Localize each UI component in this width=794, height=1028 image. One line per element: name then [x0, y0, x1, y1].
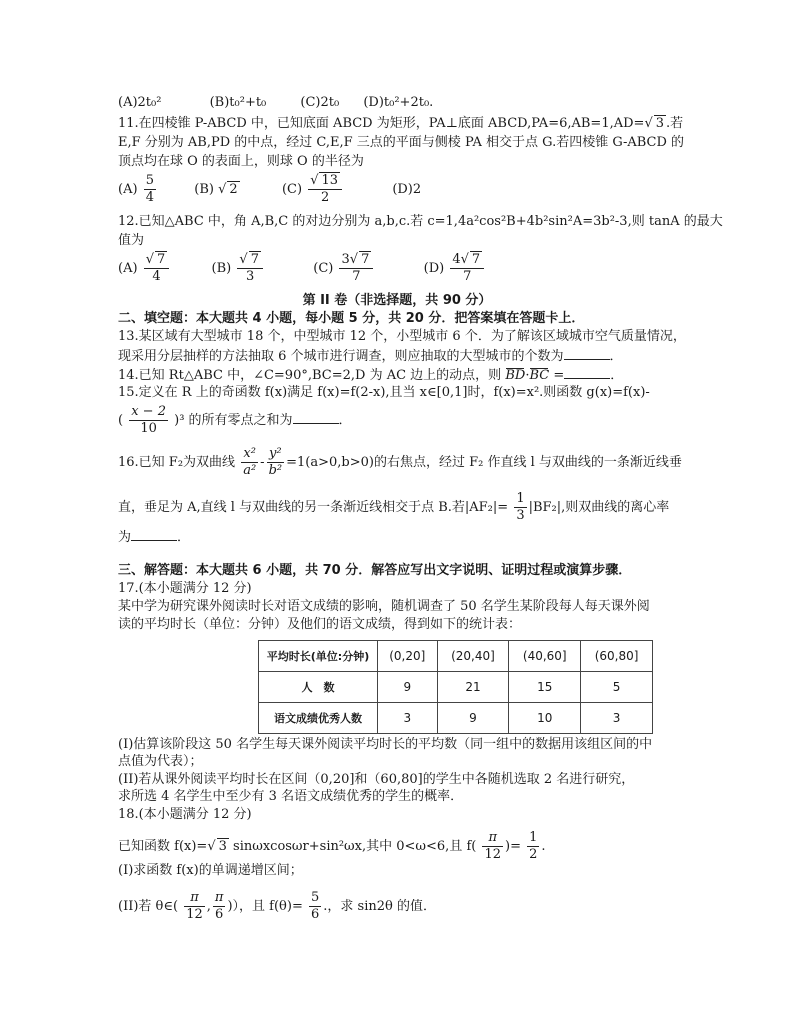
- q11-line-3: 顶点均在球 O 的表面上，则球 O 的半径为: [118, 154, 364, 169]
- q17-title: 17.(本小题满分 12 分): [118, 581, 252, 596]
- table-cell: 10: [509, 703, 581, 734]
- section3-header: 三、解答题：本大题共 6 小题，共 70 分．解答应写出文字说明、证明过程或演算步骤．: [118, 563, 632, 578]
- q17-line-1: 某中学为研究课外阅读时长对语文成绩的影响，随机调查了 50 名学生某阶段每人每天课外阅: [118, 599, 650, 614]
- q11-text-end: .若: [666, 116, 684, 131]
- q17-part1-line-1: (I)估算该阶段这 50 名学生每天课外阅读平均时长的平均数（同一组中的数据用该组区间的中: [118, 737, 653, 752]
- table-cell: 21: [437, 672, 509, 703]
- q12-option-a: (A) $\frac{√ 7}{4}$: [118, 261, 175, 276]
- q12-option-c: (C) $\frac{3√ 7}{7}$: [313, 261, 379, 276]
- row-header-count: 人 数: [259, 672, 378, 703]
- section2-header: 二、填空题：本大题共 4 小题，每小题 5 分，共 20 分．把答案填在答题卡上．: [118, 311, 585, 326]
- q16-answer-blank[interactable]: [131, 527, 177, 541]
- q14-line: 14.已知 Rt△ABC 中，∠C=90°,BC=2,D 为 AC 边上的动点，则 BD·BC = ．: [118, 365, 623, 385]
- q16-line-1: 16.已知 F₂为双曲线 $\frac{\text{x²}}{\text{a²}}$ - $\frac{\text{y²}}{\text{b²}}$ =1(a>0,b>0)的右焦点，经过 F₂ 作直线 l 与双曲线的一条渐近线垂: [118, 446, 682, 478]
- q14-answer-blank[interactable]: [564, 365, 610, 379]
- q10-option-a: (A)2t₀²: [118, 95, 162, 110]
- q11-option-b: (B) √ 2: [194, 182, 238, 197]
- q15-line-2: ( $\frac{x - 2}{10}$ )³ 的所有零点之和为 ．: [118, 404, 352, 436]
- q13-answer-blank[interactable]: [564, 346, 610, 360]
- q11-line-2: E,F 分别为 AB,PD 的中点，经过 C,E,F 三点的平面与侧棱 PA 相交于点 G.若四棱锥 G-ABCD 的: [118, 135, 685, 150]
- q13-line-1: 13.某区域有大型城市 18 个，中型城市 12 个，小型城市 6 个．为了解该区域城市空气质量情况，: [118, 329, 686, 344]
- q11-sqrt: 3: [655, 116, 665, 131]
- row-header-duration: 平均时长(单位:分钟): [259, 641, 378, 672]
- q16-line-3: 为 ．: [118, 527, 190, 547]
- q11-options: [118, 173, 421, 206]
- table-cell: (60,80]: [581, 641, 653, 672]
- q18-line-1: 已知函数 f(x)=√ 3 sinωxcosωr+sin²ωx,其中 0<ω<6,且 f( $\frac{\pi}{12}$ )= $\frac{1}{2}$ .: [118, 830, 546, 862]
- table-cell: 3: [378, 703, 438, 734]
- vector-bc: BC: [529, 368, 550, 383]
- vector-bd: BD: [505, 368, 526, 383]
- row-header-excellent: 语文成绩优秀人数: [259, 703, 378, 734]
- table-cell: 9: [437, 703, 509, 734]
- q12-line-1: 12.已知△ABC 中，角 A,B,C 的对边分别为 a,b,c.若 c=1,4a²cos²B+4b²sin²A=3b²-3,则 tanA 的最大: [118, 214, 723, 229]
- q12-option-b: (B) $\frac{√ 7}{3}$: [212, 261, 270, 276]
- q12-line-2: 值为: [118, 233, 145, 248]
- q11-text: 11.在四棱锥 P-ABCD 中，已知底面 ABCD 为矩形，PA⊥底面 ABCD,PA=6,AB=1,AD=: [118, 116, 645, 131]
- q18-title: 18.(本小题满分 12 分): [118, 807, 252, 822]
- q17-part2-line-1: (II)若从课外阅读平均时长在区间（0,20]和（60,80]的学生中各随机选取 2 名进行研究，: [118, 772, 635, 787]
- q10-options: [118, 94, 459, 112]
- table-row-excellent: [259, 703, 653, 734]
- reading-time-table: [258, 640, 653, 734]
- table-row-header: [259, 641, 653, 672]
- table-cell: 9: [378, 672, 438, 703]
- table-cell: 3: [581, 703, 653, 734]
- table-cell: (0,20]: [378, 641, 438, 672]
- table-cell: (40,60]: [509, 641, 581, 672]
- q17-part1-line-2: 点值为代表）；: [118, 754, 203, 769]
- q11-option-d: (D)2: [392, 182, 422, 197]
- q13-line-2: 现采用分层抽样的方法抽取 6 个城市进行调查，则应抽取的大型城市的个数为 ．: [118, 346, 623, 366]
- q15-line-1: 15.定义在 R 上的奇函数 f(x)满足 f(x)=f(2-x),且当 x∈[0,1]时，f(x)=x².则函数 g(x)=f(x)-: [118, 385, 650, 400]
- q15-answer-blank[interactable]: [293, 410, 339, 424]
- q11-line-1: 11.在四棱锥 P-ABCD 中，已知底面 ABCD 为矩形，PA⊥底面 ABCD,PA=6,AB=1,AD=√ 3 .若: [118, 116, 684, 131]
- table-row-counts: [259, 672, 653, 703]
- q10-option-b: (B)t₀²+t₀: [209, 95, 267, 110]
- q12-options: [118, 252, 486, 285]
- q18-part2: (II)若 θ∈( $\frac{\pi}{12}$ , $\frac{\pi}{6}$ )），且 f(θ)= $\frac{5}{6}$ .，求 sin2θ 的值．: [118, 890, 436, 922]
- part2-title: 第 II 卷（非选择题，共 90 分）: [302, 293, 492, 308]
- q18-part1: (I)求函数 f(x)的单调递增区间；: [118, 863, 303, 878]
- table-cell: 15: [509, 672, 581, 703]
- table-cell: (20,40]: [437, 641, 509, 672]
- q11-option-a: (A) $\frac{5}{4}$: [118, 173, 154, 205]
- q17-part2-line-2: 求所选 4 名学生中至少有 3 名语文成绩优秀的学生的概率．: [118, 789, 464, 804]
- q10-option-d: (D)t₀²+2t₀.: [363, 95, 434, 110]
- q11-option-c: (C) $\frac{√ 13}{2}$: [282, 182, 348, 197]
- q16-line-2: 直，垂足为 A,直线 l 与双曲线的另一条渐近线相交于点 B.若|AF₂|= $\frac{1}{3}$ |BF₂|,则双曲线的离心率: [118, 491, 670, 523]
- q10-option-c: (C)2t₀: [300, 95, 340, 110]
- q17-line-2: 读的平均时长（单位：分钟）及他们的语文成绩，得到如下的统计表：: [118, 617, 522, 632]
- q12-option-d: (D) $\frac{4√ 7}{7}$: [424, 261, 487, 276]
- table-cell: 5: [581, 672, 653, 703]
